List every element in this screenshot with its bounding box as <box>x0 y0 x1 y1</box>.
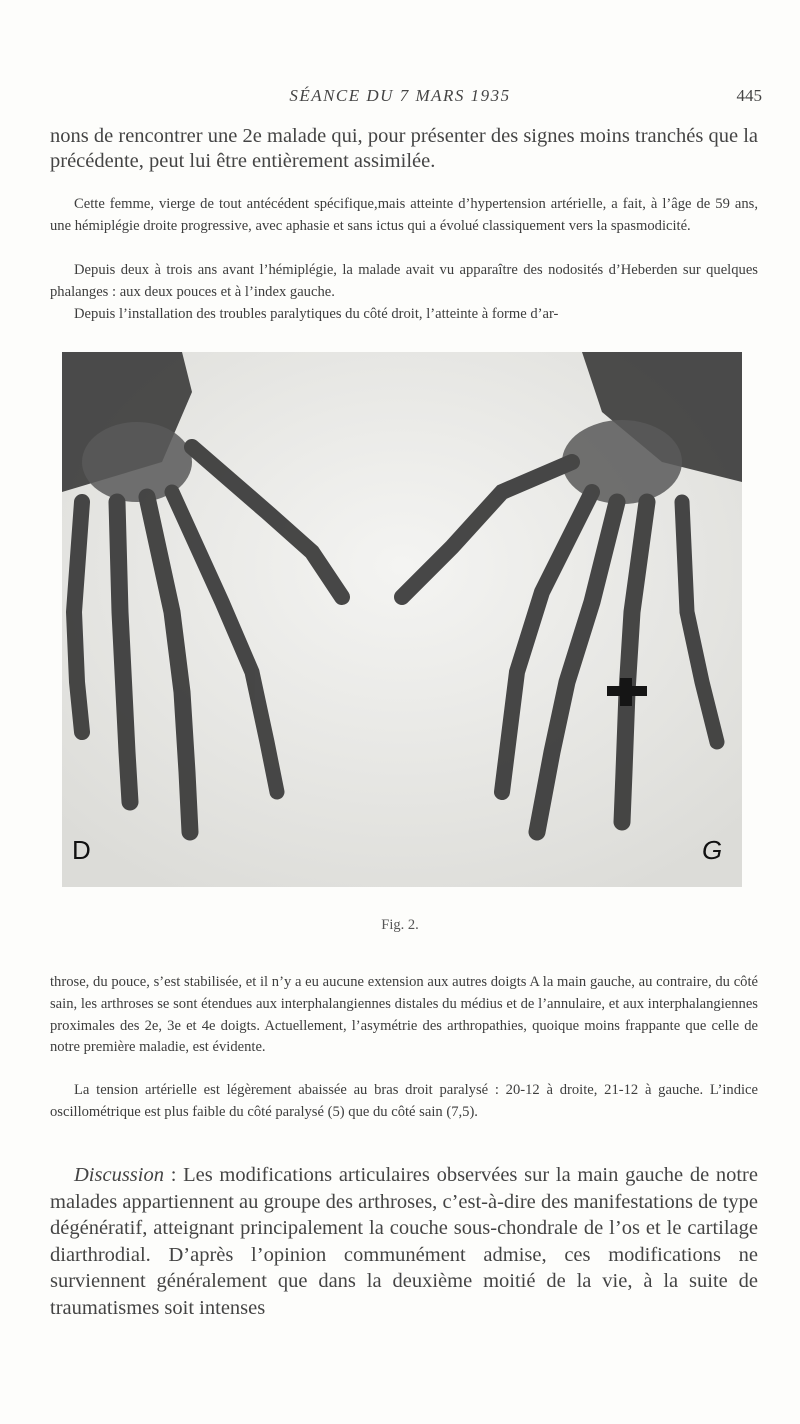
paragraph-after-1: throse, du pouce, s’est stabilisée, et il n’y a eu aucune extension aux autres doigts A la main gauche, au contraire, du côté sain, les arthroses se sont étendues aux interphalangiennes distales du médius et de l’annulaire, et aux interphalangiennes proximales des 2e, 3e et 4e doigts. Actuellement, l’asymétrie des arthropathies, quoique moins frappante que celle de notre première maladie, est évidente. <box>50 974 758 1056</box>
hands-xray-image <box>62 352 742 887</box>
paragraph-case-1: Cette femme, vierge de tout antécédent spécifique,mais atteinte d’hypertension artérielle, a fait, à l’âge de 59 ans, une hémiplégie droite progressive, avec aphasie et sans ictus qui a évolué classiquement vers la spasmodicité. <box>50 196 758 234</box>
label-right-hand: D <box>72 835 91 865</box>
paragraph-case-3: Depuis l’installation des troubles paralytiques du côté droit, l’atteinte à forme d’ar- <box>74 306 559 322</box>
discussion-text: : Les modifications articulaires observées sur la main gauche de notre malades appartiennent au groupe des arthroses, c’est-à-dire des manifestations de type dégénératif, atteignant principalement la couche sous-chondrale de l’os et le cartilage diarthrodial. D’après l’opinion communément admise, ces modifications ne surviennent généralement que dans la deuxième moitié de la vie, à la suite de traumatismes soit intenses <box>50 1164 758 1319</box>
running-title: SÉANCE DU 7 MARS 1935 <box>289 86 511 105</box>
paragraph-case-2: Depuis deux à trois ans avant l’hémiplégie, la malade avait vu apparaître des nodosités d’Heberden sur quelques phalanges : aux deux pouces et à l’index gauche. <box>50 262 758 300</box>
label-left-hand: G <box>702 835 723 865</box>
figure-caption: Fig. 2. <box>381 917 419 933</box>
paragraph-discussion <box>50 1162 758 1321</box>
xray-figure <box>62 352 742 887</box>
running-header <box>0 86 800 110</box>
paragraph-after-2: La tension artérielle est légèrement abaissée au bras droit paralysé : 20-12 à droite, 21-12 à gauche. L’indice oscillométrique est plus faible du côté paralysé (5) que du côté sain (7,5). <box>50 1082 758 1120</box>
page-number: 445 <box>736 86 762 105</box>
discussion-heading: Discussion <box>74 1164 164 1186</box>
paragraph-intro: nons de rencontrer une 2e malade qui, pour présenter des signes moins tranchés que la précédente, peut lui être entièrement assimilée. <box>50 125 758 172</box>
